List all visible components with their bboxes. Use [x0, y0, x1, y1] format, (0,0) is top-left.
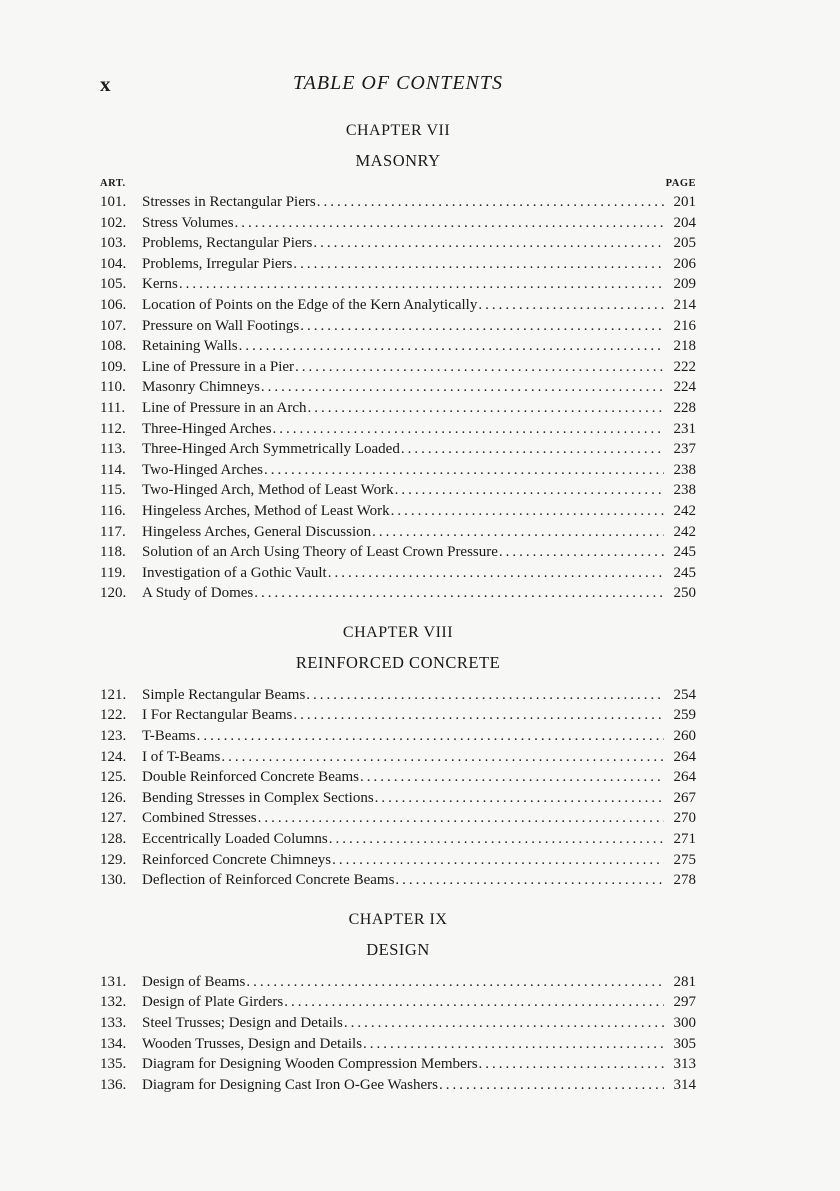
toc-entry-title: Double Reinforced Concrete Beams: [142, 769, 360, 786]
toc-entry-page: 238: [673, 482, 696, 499]
toc-entry: [100, 501, 696, 522]
toc-entry-page: 264: [673, 769, 696, 786]
dot-leader: [395, 480, 664, 501]
toc-entry-page: 271: [673, 831, 696, 848]
toc-entry-page: 238: [673, 461, 696, 478]
toc-entry-page: 216: [673, 317, 696, 334]
chapter-section: [100, 120, 696, 604]
toc-entry-page: 209: [673, 276, 696, 293]
toc-entry-title: Eccentrically Loaded Columns: [142, 831, 328, 848]
toc-entry-number: 133.: [100, 1015, 127, 1031]
dot-leader: [499, 542, 664, 563]
dot-leader: [254, 583, 664, 604]
toc-entry-page: 297: [673, 994, 696, 1011]
toc-entry-page: 242: [673, 523, 696, 540]
dot-leader: [401, 439, 664, 460]
toc-entry-title: Problems, Irregular Piers: [142, 255, 293, 272]
toc-entry-number: 122.: [100, 707, 127, 724]
toc-entry: [100, 972, 696, 993]
toc-entry-title: Hingeless Arches, General Discussion: [142, 523, 372, 540]
toc-entry-title: Simple Rectangular Beams: [142, 686, 306, 703]
toc-entry-title: Kerns: [142, 276, 178, 293]
toc-entry-page: 204: [673, 214, 696, 231]
toc-entry-page: 278: [673, 872, 696, 889]
toc-entry: [100, 747, 696, 768]
toc-entry-number: 126.: [100, 789, 127, 806]
toc-entry-page: 214: [673, 296, 696, 313]
toc-entry-page: 245: [673, 564, 696, 581]
toc-entry-title: I For Rectangular Beams: [142, 707, 293, 724]
toc-entry: [100, 419, 696, 440]
toc-entry-page: 250: [673, 585, 696, 602]
toc-entry-number: 101.: [100, 194, 127, 210]
dot-leader: [313, 233, 664, 254]
dot-leader: [317, 192, 664, 213]
toc-entry-number: 114.: [100, 461, 126, 478]
toc-entry-number: 117.: [100, 523, 126, 540]
article-column-header: ART.: [100, 178, 126, 189]
dot-leader: [261, 377, 664, 398]
dot-leader: [360, 767, 664, 788]
toc-entry: [100, 788, 696, 809]
dot-leader: [391, 501, 664, 522]
dot-leader: [293, 705, 664, 726]
dot-leader: [363, 1034, 664, 1055]
toc-entry-number: 127.: [100, 810, 127, 827]
toc-entry-number: 118.: [100, 544, 126, 561]
toc-entry-page: 313: [673, 1056, 696, 1073]
toc-entry-page: 206: [673, 255, 696, 272]
toc-entry: [100, 192, 696, 213]
toc-entry-title: Steel Trusses; Design and Details: [142, 1015, 343, 1031]
toc-entry-page: 237: [673, 441, 696, 458]
toc-entry-title: Bending Stresses in Complex Sections: [142, 789, 374, 806]
toc-entry: [100, 1013, 696, 1034]
toc-entry-number: 128.: [100, 831, 127, 848]
toc-entry-page: 270: [673, 810, 696, 827]
toc-entry-number: 104.: [100, 255, 127, 272]
toc-entry-number: 113.: [100, 441, 126, 458]
toc-entry-number: 124.: [100, 748, 127, 765]
toc-entry: [100, 460, 696, 481]
dot-leader: [197, 726, 664, 747]
toc-entry: [100, 685, 696, 706]
toc-entry: [100, 767, 696, 788]
dot-leader: [293, 254, 664, 275]
toc-entry-page: 275: [673, 851, 696, 868]
dot-leader: [273, 419, 664, 440]
toc-entry: [100, 563, 696, 584]
chapter-number: CHAPTER IX: [348, 910, 448, 928]
chapter-number: CHAPTER VIII: [342, 623, 454, 641]
page-header: [100, 72, 696, 98]
toc-entry-page: 260: [673, 728, 696, 745]
toc-entry-number: 109.: [100, 358, 127, 375]
toc-entry: [100, 1034, 696, 1055]
toc-entry-title: Combined Stresses: [142, 810, 257, 827]
chapter-section: [100, 909, 696, 1096]
chapter-title: REINFORCED CONCRETE: [295, 652, 501, 672]
toc-entry-page: 222: [673, 358, 696, 375]
column-headers: [100, 177, 696, 191]
toc-entry-title: Solution of an Arch Using Theory of Least Crown Pressure: [142, 544, 498, 561]
toc-entry: [100, 316, 696, 337]
dot-leader: [300, 316, 664, 337]
dot-leader: [295, 357, 664, 378]
toc-entry: [100, 295, 696, 316]
toc-entry-title: Investigation of a Gothic Vault: [142, 564, 327, 581]
toc-entry-page: 245: [673, 544, 696, 561]
toc-entry-title: Design of Plate Girders: [142, 994, 284, 1011]
dot-leader: [328, 563, 664, 584]
toc-entry-number: 132.: [100, 994, 127, 1011]
dot-leader: [239, 336, 664, 357]
toc-entry-title: A Study of Domes: [142, 585, 254, 602]
dot-leader: [306, 685, 664, 706]
toc-entry: [100, 233, 696, 254]
toc-entry: [100, 542, 696, 563]
toc-entry-title: Design of Beams: [142, 973, 246, 990]
toc-entry-page: 267: [673, 789, 696, 806]
toc-entry-title: Line of Pressure in an Arch: [142, 399, 307, 416]
toc-entry: [100, 254, 696, 275]
toc-entry-page: 259: [673, 707, 696, 724]
toc-entry-number: 123.: [100, 728, 127, 745]
toc-entry: [100, 1075, 696, 1096]
dot-leader: [344, 1013, 664, 1034]
toc-entry-number: 111.: [100, 399, 126, 416]
toc-entry-title: I of T-Beams: [142, 748, 221, 765]
toc-entry-title: Diagram for Designing Cast Iron O-Gee Washers: [142, 1076, 438, 1093]
chapter-title: DESIGN: [366, 939, 430, 959]
toc-list: [100, 192, 696, 604]
toc-entry-number: 103.: [100, 235, 127, 252]
toc-entry-number: 134.: [100, 1035, 127, 1052]
toc-entry-title: Hingeless Arches, Method of Least Work: [142, 502, 390, 519]
dot-leader: [284, 992, 664, 1013]
running-title: TABLE OF CONTENTS: [293, 72, 503, 94]
toc-entry: [100, 829, 696, 850]
toc-entry: [100, 398, 696, 419]
toc-entry: [100, 583, 696, 604]
dot-leader: [264, 460, 664, 481]
toc-entry: [100, 357, 696, 378]
toc-entry-title: Three-Hinged Arches: [142, 420, 272, 437]
toc-entry-title: Diagram for Designing Wooden Compression Members: [142, 1056, 478, 1073]
toc-entry-title: T-Beams: [142, 728, 196, 745]
toc-entry-title: Two-Hinged Arches: [142, 461, 264, 478]
toc-entry: [100, 274, 696, 295]
toc-entry-page: 305: [673, 1035, 696, 1052]
chapter-title: MASONRY: [355, 151, 441, 170]
dot-leader: [179, 274, 664, 295]
chapter-number: CHAPTER VII: [345, 122, 451, 139]
toc-entry-title: Location of Points on the Edge of the Kern Analytically: [142, 296, 478, 313]
toc-entry-title: Retaining Walls: [142, 338, 238, 355]
toc-entry-title: Pressure on Wall Footings: [142, 317, 300, 334]
dot-leader: [395, 870, 664, 891]
dot-leader: [258, 808, 664, 829]
toc-entry: [100, 213, 696, 234]
toc-entry-page: 231: [673, 420, 696, 437]
toc-entry-title: Two-Hinged Arch, Method of Least Work: [142, 482, 394, 499]
toc-entry-page: 201: [673, 194, 696, 210]
dot-leader: [246, 972, 664, 993]
page-number: x: [100, 72, 111, 96]
toc-entry-page: 281: [673, 973, 696, 990]
toc-entry-title: Wooden Trusses, Design and Details: [142, 1035, 363, 1052]
toc-entry-number: 106.: [100, 296, 127, 313]
toc-entry: [100, 808, 696, 829]
dot-leader: [221, 747, 664, 768]
page-column-header: PAGE: [665, 178, 696, 189]
dot-leader: [332, 850, 664, 871]
toc-entry-number: 136.: [100, 1076, 127, 1093]
dot-leader: [329, 829, 664, 850]
toc-entry-page: 218: [673, 338, 696, 355]
dot-leader: [235, 213, 664, 234]
toc-entry-title: Line of Pressure in a Pier: [142, 358, 295, 375]
toc-entry-title: Problems, Rectangular Piers: [142, 235, 313, 252]
toc-list: [100, 972, 696, 1096]
toc-content: [100, 120, 696, 1095]
dot-leader: [375, 788, 664, 809]
toc-entry-page: 228: [673, 399, 696, 416]
toc-entry: [100, 336, 696, 357]
dot-leader: [372, 522, 664, 543]
toc-entry-title: Masonry Chimneys: [142, 379, 260, 396]
toc-entry-page: 242: [673, 502, 696, 519]
toc-entry-number: 116.: [100, 502, 126, 519]
toc-list: [100, 685, 696, 891]
toc-entry: [100, 850, 696, 871]
toc-entry-number: 108.: [100, 338, 127, 355]
toc-entry-number: 112.: [100, 420, 126, 437]
dot-leader: [478, 295, 664, 316]
toc-entry-title: Stress Volumes: [142, 214, 234, 231]
toc-entry-title: Reinforced Concrete Chimneys: [142, 851, 332, 868]
toc-entry-number: 110.: [100, 379, 126, 396]
toc-entry: [100, 726, 696, 747]
toc-entry: [100, 705, 696, 726]
toc-entry: [100, 870, 696, 891]
dot-leader: [308, 398, 664, 419]
toc-entry-number: 121.: [100, 686, 127, 703]
toc-entry-number: 107.: [100, 317, 127, 334]
toc-entry-title: Stresses in Rectangular Piers: [142, 194, 316, 210]
toc-entry-page: 254: [673, 686, 696, 703]
toc-entry-number: 135.: [100, 1056, 127, 1073]
toc-entry-page: 224: [673, 379, 696, 396]
toc-entry-number: 105.: [100, 276, 127, 293]
chapter-section: [100, 622, 696, 891]
toc-entry: [100, 439, 696, 460]
toc-entry: [100, 522, 696, 543]
toc-entry: [100, 377, 696, 398]
toc-entry-page: 314: [673, 1076, 696, 1093]
toc-entry-number: 119.: [100, 564, 126, 581]
toc-entry-number: 131.: [100, 973, 127, 990]
toc-entry-number: 130.: [100, 872, 127, 889]
toc-entry: [100, 1054, 696, 1075]
toc-entry-title: Deflection of Reinforced Concrete Beams: [142, 872, 395, 889]
toc-entry-number: 120.: [100, 585, 127, 602]
toc-entry-number: 125.: [100, 769, 127, 786]
dot-leader: [479, 1054, 664, 1075]
toc-entry: [100, 992, 696, 1013]
dot-leader: [439, 1075, 664, 1096]
toc-entry-title: Three-Hinged Arch Symmetrically Loaded: [142, 441, 400, 458]
toc-entry-number: 129.: [100, 851, 127, 868]
toc-entry: [100, 480, 696, 501]
toc-entry-page: 205: [673, 235, 696, 252]
toc-entry-number: 102.: [100, 214, 127, 231]
toc-entry-page: 300: [673, 1015, 696, 1031]
toc-entry-page: 264: [673, 748, 696, 765]
toc-entry-number: 115.: [100, 482, 126, 499]
